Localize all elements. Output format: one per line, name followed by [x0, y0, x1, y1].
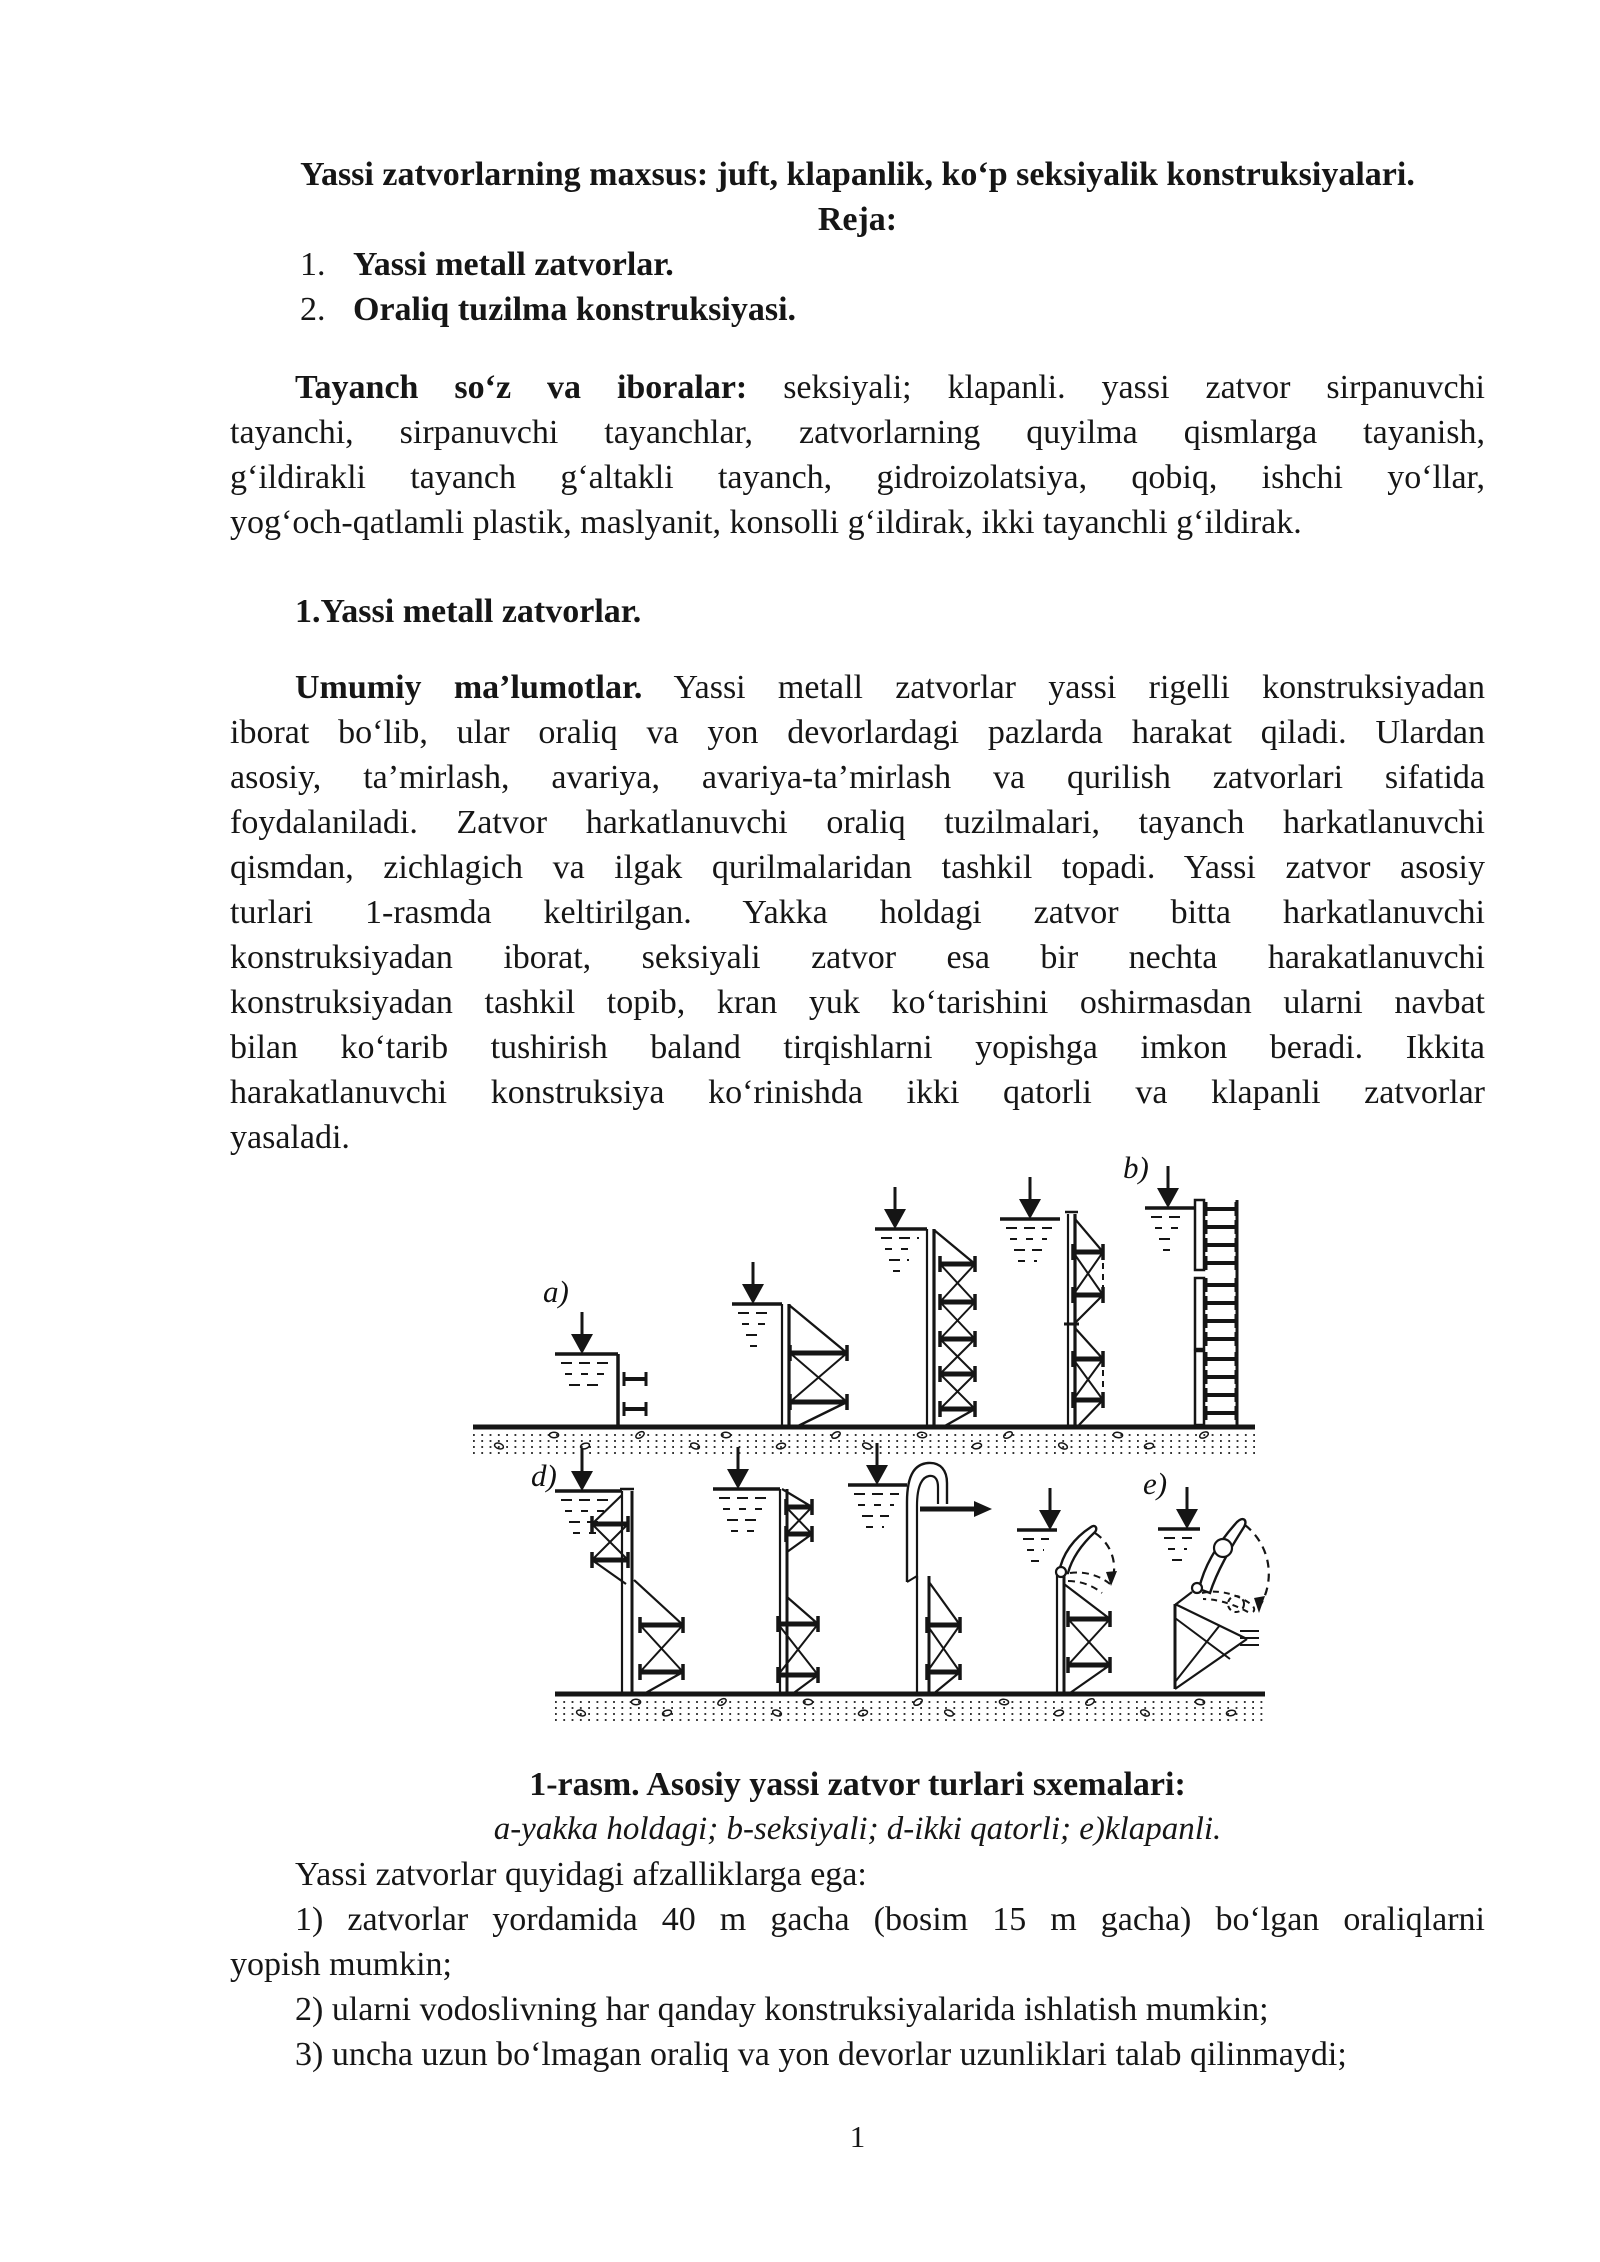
general-line-9: bilan koʻtarib tushirish baland tirqishlarni yopishga imkon beradi. Ikkita — [230, 1029, 1485, 1066]
keywords-line-2: tayanchi, sirpanuvchi tayanchlar, zatvorlarning quyilma qismlarga tayanish, — [230, 414, 1485, 451]
figure-label-a: a) — [543, 1274, 569, 1309]
plan-item-2 — [230, 287, 1485, 332]
advantage-1-line-1: 1) zatvorlar yordamida 40 m gacha (bosim 15 m gacha) boʻlgan oraliqlarni — [295, 1901, 1485, 1938]
plan-item-1-text: Yassi metall zatvorlar. — [353, 246, 674, 283]
keywords-lead: Tayanch soʻz va iboralar: — [295, 369, 748, 406]
plan-item-1-number: 1. — [300, 246, 326, 283]
keywords-line-1-rest: seksiyali; klapanli. yassi zatvor sirpanuvchi — [747, 369, 1485, 406]
figure-label-b: b) — [1123, 1152, 1149, 1185]
general-line-10: harakatlanuvchi konstruksiya koʻrinishda ikki qatorli va klapanli zatvorlar — [230, 1074, 1485, 1111]
figure-geometry — [473, 1166, 1269, 1720]
keywords-paragraph — [230, 365, 1485, 545]
general-lead: Umumiy ma’lumotlar. — [295, 669, 643, 706]
keywords-line-1 — [230, 365, 1485, 410]
general-line-6: turlari 1-rasmda keltirilgan. Yakka holdagi zatvor bitta harkatlanuvchi — [230, 894, 1485, 931]
plan-item-2-number: 2. — [300, 291, 326, 328]
figure-caption: 1-rasm. Asosiy yassi zatvor turlari sxemalari: — [529, 1766, 1186, 1803]
figure-label-e: e) — [1143, 1466, 1168, 1501]
figure-label-d: d) — [531, 1458, 557, 1493]
figure-subcaption: a-yakka holdagi; b-seksiyali; d-ikki qatorli; e)klapanli. — [493, 1811, 1222, 1847]
general-line-5: qismdan, zichlagich va ilgak qurilmalaridan tashkil topadi. Yassi zatvor asosiy — [230, 849, 1485, 886]
plan-item-1 — [230, 242, 1485, 287]
figure-gate-schemes — [380, 1152, 1290, 1754]
general-line-2: iborat boʻlib, ular oraliq va yon devorlardagi pazlarda harakat qiladi. Ulardan — [230, 714, 1485, 751]
general-paragraph — [230, 665, 1485, 1160]
general-line-1 — [230, 665, 1485, 710]
advantages-intro: Yassi zatvorlar quyidagi afzalliklarga ega: — [295, 1856, 867, 1893]
general-line-3: asosiy, ta’mirlash, avariya, avariya-ta’mirlash va qurilish zatvorlari sifatida — [230, 759, 1485, 796]
advantage-1-line-2: yopish mumkin; — [230, 1946, 452, 1983]
general-line-11: yasaladi. — [230, 1119, 350, 1156]
advantage-item-2: 2) ularni vodoslivning har qanday konstruksiyalarida ishlatish mumkin; — [295, 1991, 1269, 2028]
page-title: Yassi zatvorlarning maxsus: juft, klapanlik, koʻp seksiyalik konstruksiyalari. — [300, 156, 1415, 193]
advantage-item-1 — [230, 1897, 1485, 1987]
general-line-4: foydalaniladi. Zatvor harkatlanuvchi oraliq tuzilmalari, tayanch harkatlanuvchi — [230, 804, 1485, 841]
section-heading: 1.Yassi metall zatvorlar. — [295, 593, 642, 630]
plan-item-2-text: Oraliq tuzilma konstruksiyasi. — [353, 291, 797, 328]
plan-heading: Reja: — [817, 201, 898, 238]
general-line-1-rest: Yassi metall zatvorlar yassi rigelli konstruksiyadan — [642, 669, 1485, 706]
general-line-7: konstruksiyadan iborat, seksiyali zatvor esa bir nechta harakatlanuvchi — [230, 939, 1485, 976]
general-line-8: konstruksiyadan tashkil topib, kran yuk koʻtarishini oshirmasdan ularni navbat — [230, 984, 1485, 1021]
keywords-line-3: gʻildirakli tayanch gʻaltakli tayanch, gidroizolatsiya, qobiq, ishchi yoʻllar, — [230, 459, 1485, 496]
keywords-line-4: yogʻoch-qatlamli plastik, maslyanit, konsolli gʻildirak, ikki tayanchli gʻildirak. — [230, 504, 1302, 541]
advantage-item-3: 3) uncha uzun boʻlmagan oraliq va yon devorlar uzunliklari talab qilinmaydi; — [295, 2036, 1347, 2073]
figure-gate-schemes-svg — [380, 1152, 1290, 1754]
page-number: 1 — [849, 2119, 866, 2154]
